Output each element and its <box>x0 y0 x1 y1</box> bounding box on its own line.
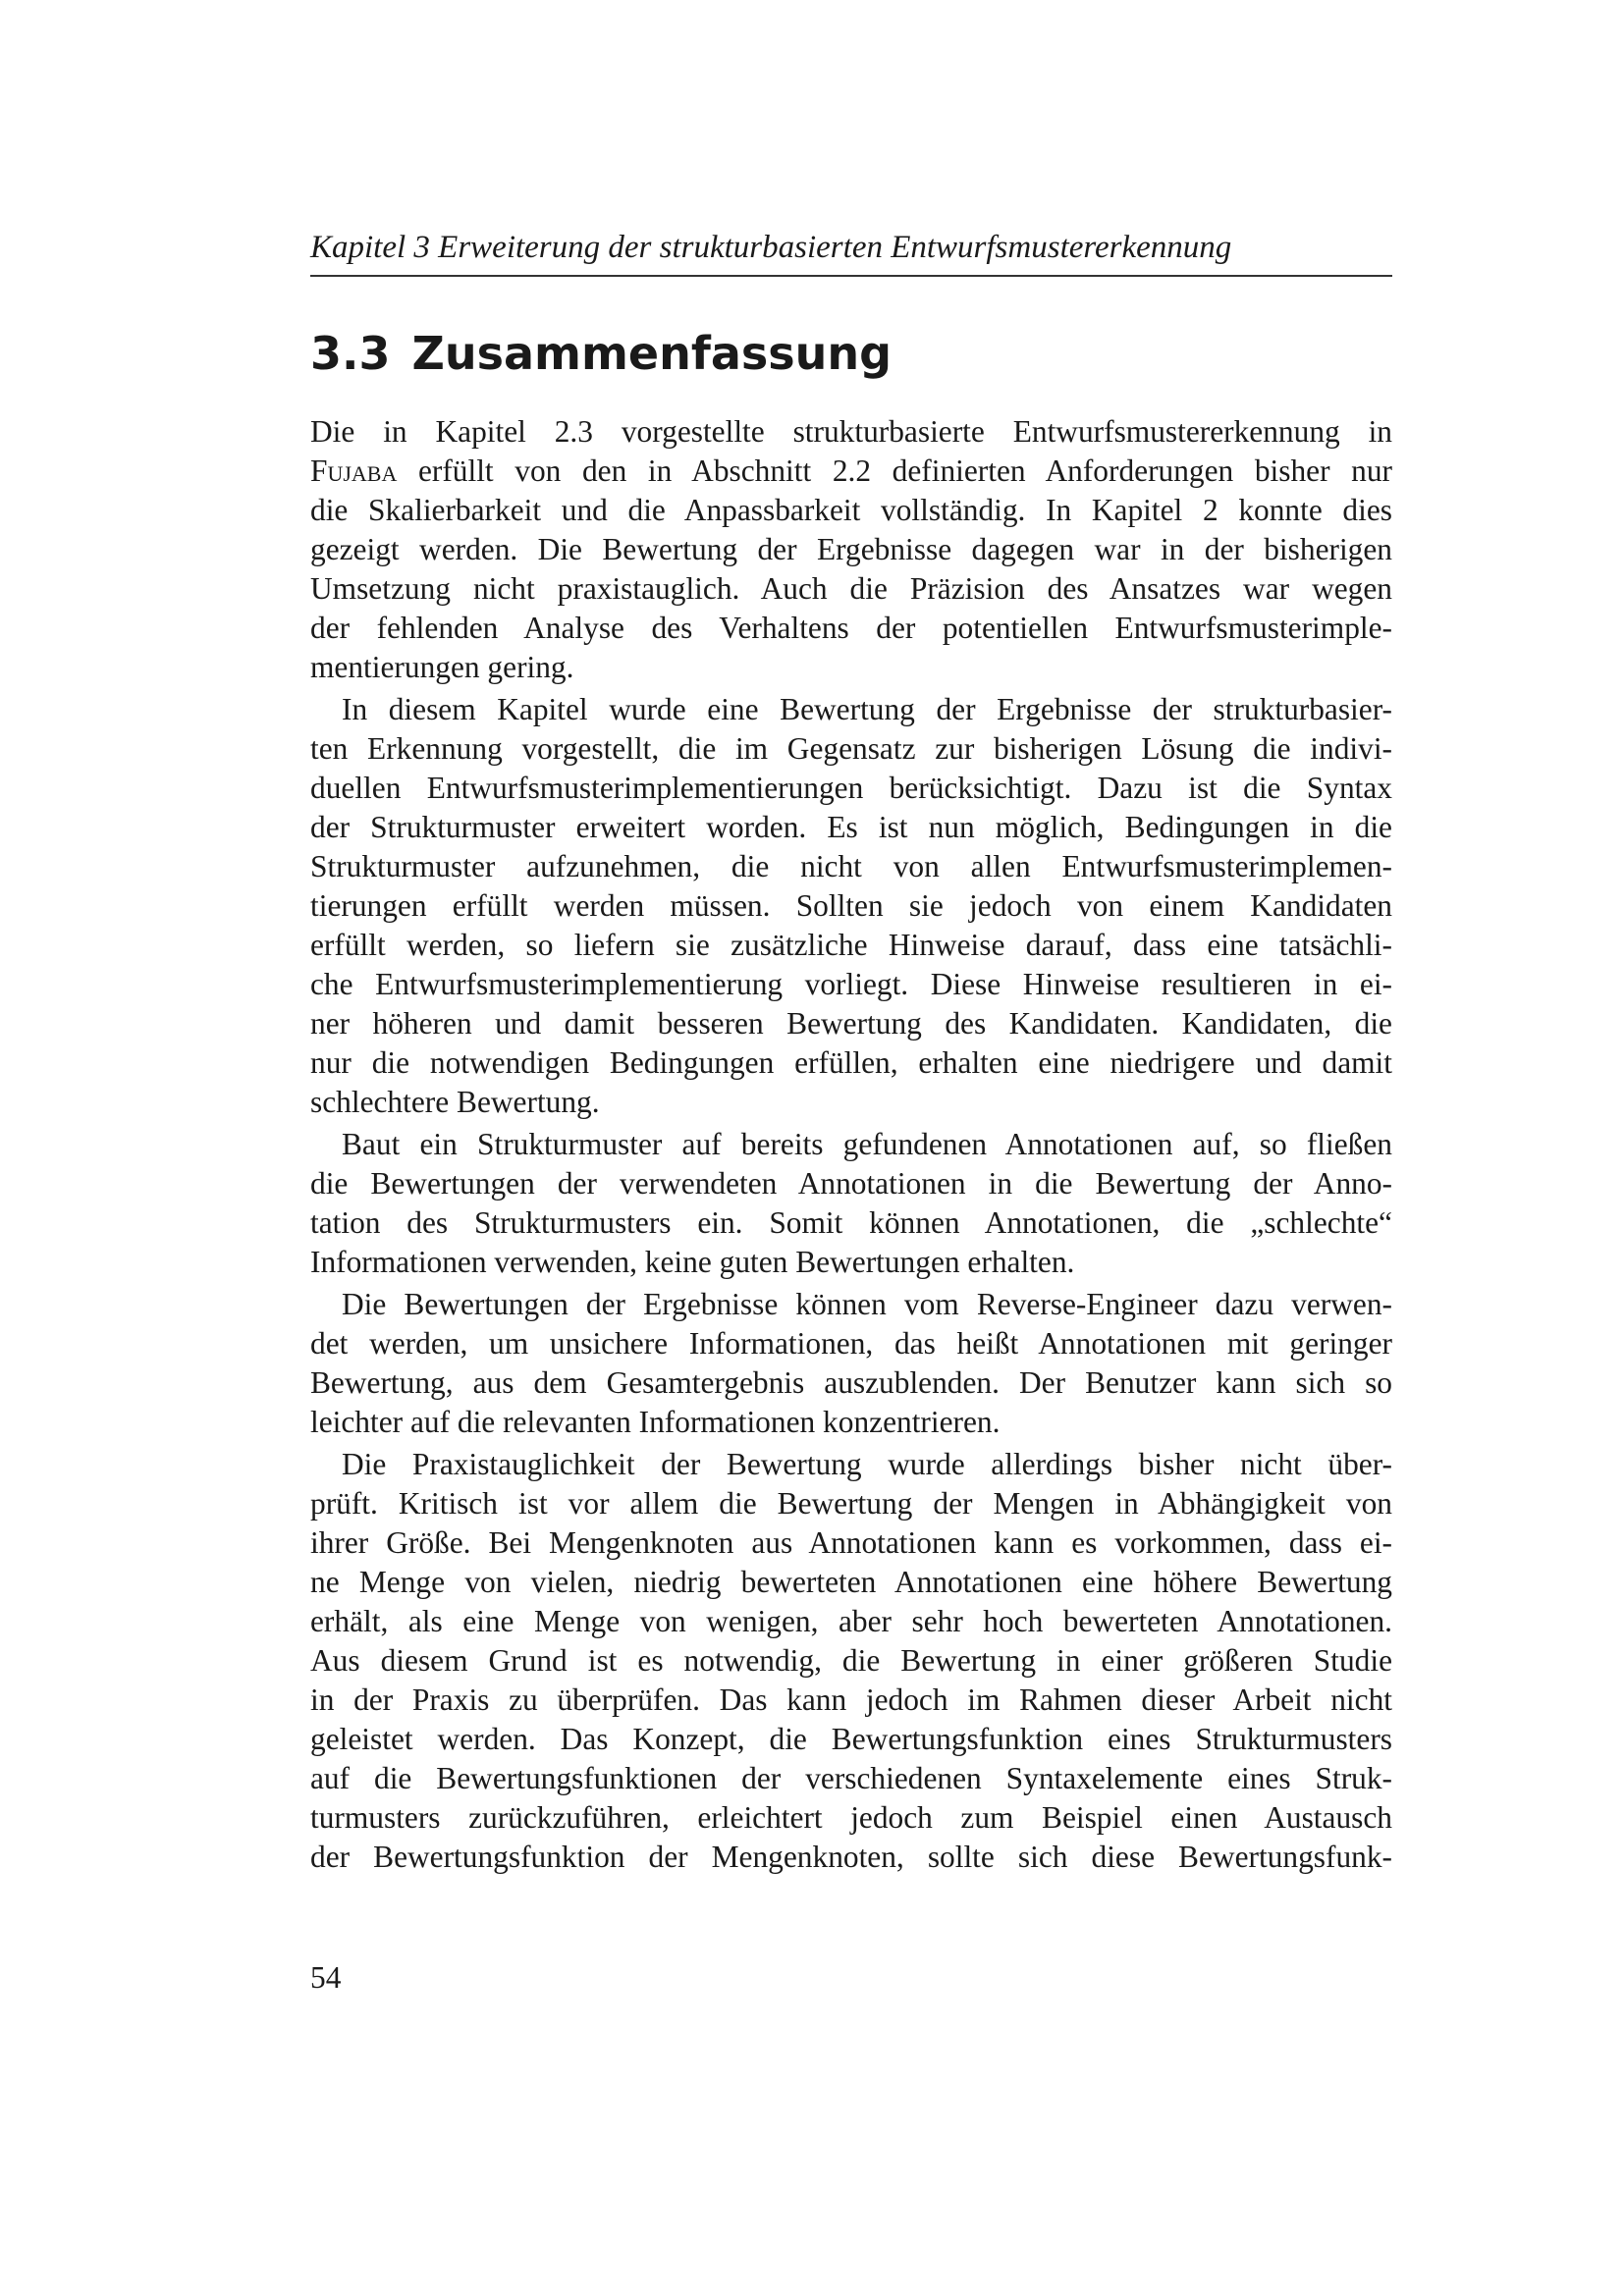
text-line: erhält, als eine Menge von wenigen, aber sehr hoch bewerteten Annotationen. <box>310 1604 1392 1638</box>
text-line <box>310 452 1392 491</box>
text-line: geleistet werden. Das Konzept, die Bewertungsfunktion eines Strukturmusters <box>310 1722 1392 1756</box>
text-line: auf die Bewertungsfunktionen der verschiedenen Syntaxelemente eines Struk- <box>310 1761 1392 1795</box>
text-line: mentierungen gering. <box>310 650 574 684</box>
text-line: gezeigt werden. Die Bewertung der Ergebnisse dagegen war in der bisherigen <box>310 532 1392 566</box>
text-line: die Bewertungen der verwendeten Annotationen in die Bewertung der Anno- <box>310 1166 1392 1201</box>
text-line: Die Praxistauglichkeit der Bewertung wurde allerdings bisher nicht über- <box>342 1447 1392 1481</box>
text-line: tation des Strukturmusters ein. Somit können Annotationen, die „schlechte“ <box>310 1205 1392 1240</box>
section-heading <box>310 324 892 383</box>
text-line: tierungen erfüllt werden müssen. Sollten sie jedoch von einem Kandidaten <box>310 888 1392 923</box>
text-line: ihrer Größe. Bei Mengenknoten aus Annotationen kann es vorkommen, dass ei- <box>310 1525 1392 1560</box>
text-line: Baut ein Strukturmuster auf bereits gefundenen Annotationen auf, so fließen <box>342 1127 1392 1161</box>
text-line: nur die notwendigen Bedingungen erfüllen, erhalten eine niedrigere und damit <box>310 1045 1392 1080</box>
text-line: det werden, um unsichere Informationen, das heißt Annotationen mit geringer <box>310 1326 1392 1361</box>
text-line: In diesem Kapitel wurde eine Bewertung der Ergebnisse der strukturbasier- <box>342 692 1392 726</box>
paragraph-5 <box>310 1445 1392 1877</box>
text-line: Umsetzung nicht praxistauglich. Auch die Präzision des Ansatzes war wegen <box>310 571 1392 606</box>
text-line: die Skalierbarkeit und die Anpassbarkeit vollständig. In Kapitel 2 konnte dies <box>310 493 1392 527</box>
text-line: leichter auf die relevanten Informationen konzentrieren. <box>310 1405 1001 1439</box>
text-line: duellen Entwurfsmusterimplementierungen berücksichtigt. Dazu ist die Syntax <box>310 771 1392 805</box>
page-number: 54 <box>310 1960 342 1995</box>
text-line: prüft. Kritisch ist vor allem die Bewertung der Mengen in Abhängigkeit von <box>310 1486 1392 1521</box>
header-rule <box>310 275 1392 277</box>
body-text <box>310 412 1392 1880</box>
text-line-rest: erfüllt von den in Abschnitt 2.2 definierten Anforderungen bisher nur <box>397 454 1392 488</box>
text-line: Bewertung, aus dem Gesamtergebnis auszublenden. Der Benutzer kann sich so <box>310 1365 1392 1400</box>
text-line: der Bewertungsfunktion der Mengenknoten, sollte sich diese Bewertungsfunk- <box>310 1840 1392 1874</box>
tool-name: Fujaba <box>310 454 398 488</box>
text-line: Strukturmuster aufzunehmen, die nicht von allen Entwurfsmusterimplemen- <box>310 849 1392 883</box>
text-line: schlechtere Bewertung. <box>310 1085 600 1119</box>
text-line: Informationen verwenden, keine guten Bewertungen erhalten. <box>310 1245 1075 1279</box>
text-line: erfüllt werden, so liefern sie zusätzliche Hinweise darauf, dass eine tatsächli- <box>310 928 1392 962</box>
text-line: che Entwurfsmusterimplementierung vorliegt. Diese Hinweise resultieren in ei- <box>310 967 1392 1001</box>
running-header: Kapitel 3 Erweiterung der strukturbasierten Entwurfsmustererkennung <box>310 230 1232 265</box>
paragraph-1 <box>310 412 1392 687</box>
text-line: ne Menge von vielen, niedrig bewerteten Annotationen eine höhere Bewertung <box>310 1565 1392 1599</box>
section-number: 3.3 <box>310 327 391 380</box>
paragraph-2 <box>310 690 1392 1122</box>
paragraph-3 <box>310 1125 1392 1282</box>
text-line: turmusters zurückzuführen, erleichtert jedoch zum Beispiel einen Austausch <box>310 1800 1392 1835</box>
text-line: Die in Kapitel 2.3 vorgestellte strukturbasierte Entwurfsmustererkennung in <box>310 414 1392 449</box>
text-line: Die Bewertungen der Ergebnisse können vom Reverse-Engineer dazu verwen- <box>342 1287 1392 1321</box>
text-line: der Strukturmuster erweitert worden. Es ist nun möglich, Bedingungen in die <box>310 810 1392 844</box>
paragraph-4 <box>310 1285 1392 1442</box>
text-line: ner höheren und damit besseren Bewertung des Kandidaten. Kandidaten, die <box>310 1006 1392 1041</box>
section-title: Zusammenfassung <box>411 327 893 380</box>
text-line: der fehlenden Analyse des Verhaltens der potentiellen Entwurfsmusterimple- <box>310 611 1392 645</box>
text-line: in der Praxis zu überprüfen. Das kann jedoch im Rahmen dieser Arbeit nicht <box>310 1682 1392 1717</box>
text-line: ten Erkennung vorgestellt, die im Gegensatz zur bisherigen Lösung die indivi- <box>310 731 1392 766</box>
text-line: Aus diesem Grund ist es notwendig, die Bewertung in einer größeren Studie <box>310 1643 1392 1678</box>
